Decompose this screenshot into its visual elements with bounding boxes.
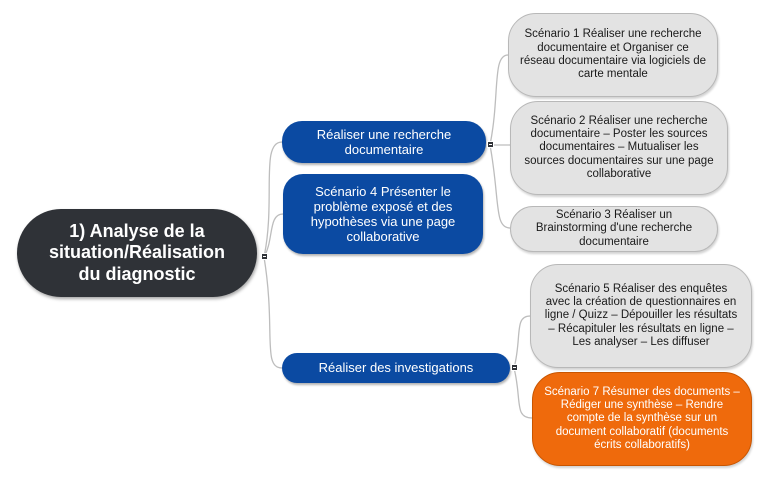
- connector-root-to-branch-1: [264, 142, 282, 257]
- branch-investigations[interactable]: [282, 353, 510, 383]
- leaf-label: Scénario 5 Réaliser des enquêtes avec la création de questionnaires en ligne / Quizz – Dépouiller les résultats – Récapituler les résultats en ligne – Les analyser – Les diffuser: [544, 282, 738, 348]
- connector-branch-1-to-leaf-1: [490, 55, 508, 145]
- leaf-scenario-2[interactable]: [510, 101, 728, 195]
- root-collapse-toggle[interactable]: [261, 253, 268, 260]
- leaf-label: Scénario 1 Réaliser une recherche documentaire et Organiser ce réseau documentaire via logiciels de carte mentale: [519, 28, 707, 81]
- branch-label: Réaliser des investigations: [318, 360, 474, 376]
- branch-scenario-4[interactable]: [283, 174, 483, 254]
- leaf-label: Scénario 7 Résumer des documents – Rédiger une synthèse – Rendre compte de la synthèse sur un document collaboratif (documents écrits collaboratifs): [544, 385, 740, 451]
- connector-branch-1-to-leaf-3: [490, 145, 510, 228]
- connector-branch-3-to-leaf-7: [514, 368, 532, 418]
- leaf-scenario-1[interactable]: [508, 13, 718, 97]
- branch-label: Réaliser une recherche documentaire: [316, 126, 452, 157]
- root-label: 1) Analyse de la situation/Réalisation du diagnostic: [48, 220, 226, 284]
- branch-recherche-documentaire[interactable]: [282, 121, 486, 163]
- leaf-scenario-7[interactable]: [532, 372, 752, 466]
- leaf-scenario-3[interactable]: [510, 206, 718, 252]
- connector-root-to-branch-3: [264, 257, 282, 368]
- branch-investigations-collapse-toggle[interactable]: [511, 364, 518, 371]
- leaf-label: Scénario 2 Réaliser une recherche documentaire – Poster les sources documentaires – Mutualiser les sources documentaires sur une page collaborative: [524, 114, 714, 180]
- connector-branch-3-to-leaf-5: [514, 316, 530, 368]
- leaf-label: Scénario 3 Réaliser un Brainstorming d'une recherche documentaire: [535, 209, 693, 248]
- leaf-scenario-5[interactable]: [530, 264, 752, 368]
- branch-label: Scénario 4 Présenter le problème exposé et des hypothèses via une page collaborative: [310, 183, 456, 245]
- branch-recherche-collapse-toggle[interactable]: [487, 141, 494, 148]
- root-node[interactable]: [17, 209, 257, 297]
